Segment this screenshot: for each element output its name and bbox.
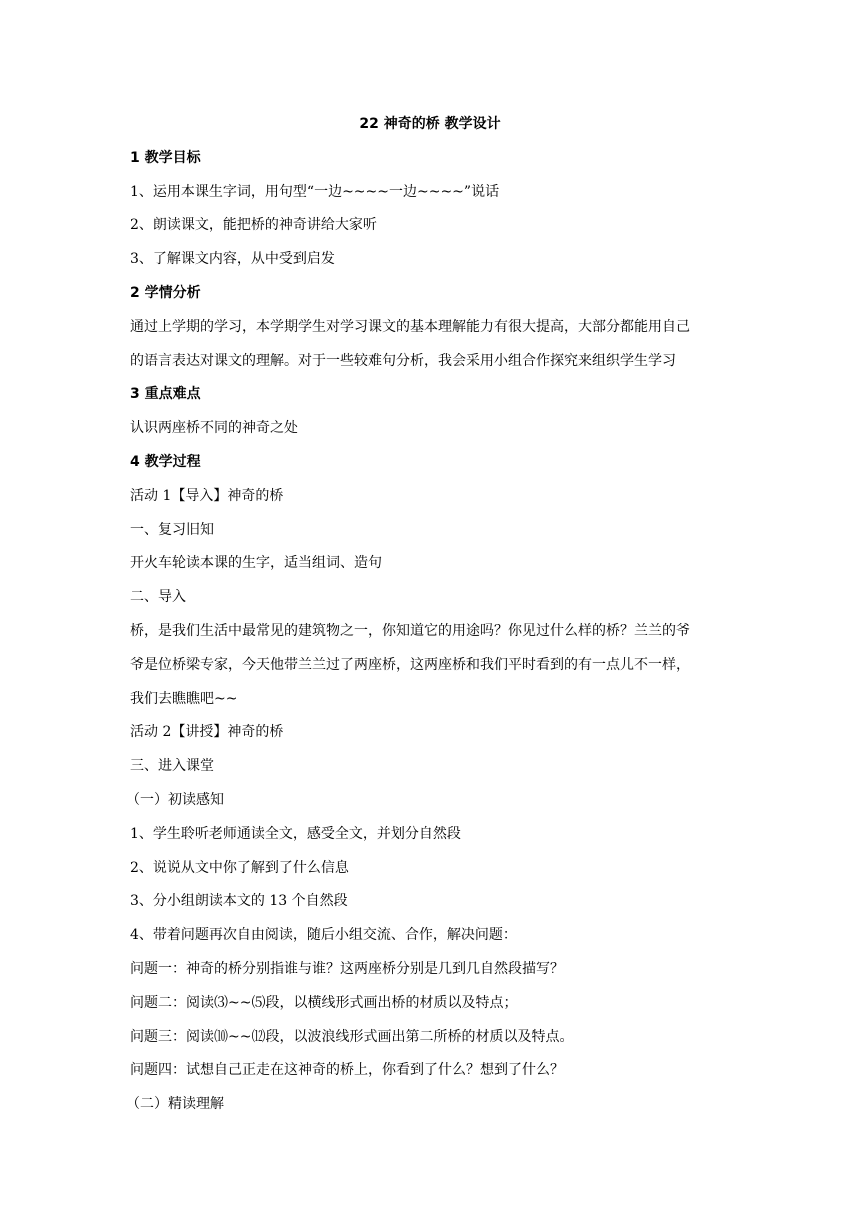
paragraph-line: （一）初读感知 [126,791,224,808]
paragraph-line: 2、朗读课文，能把桥的神奇讲给大家听 [130,217,377,234]
paragraph-line: 开火车轮读本课的生字，适当组词、造句 [130,555,382,572]
paragraph-line: 1、运用本课生字词，用句型“一边~~~~一边~~~~”说话 [130,183,500,200]
section-heading: 1 教学目标 [130,149,201,166]
paragraph-line: 一、复习旧知 [130,521,214,538]
paragraph-line: 活动 1【导入】神奇的桥 [130,487,284,504]
paragraph-line: 爷是位桥梁专家，今天他带兰兰过了两座桥，这两座桥和我们平时看到的有一点儿不一样， [130,656,690,673]
paragraph-line: 4、带着问题再次自由阅读，随后小组交流、合作，解决问题： [130,927,517,944]
paragraph-line: 问题二：阅读⑶~~⑸段，以横线形式画出桥的材质以及特点； [130,994,518,1011]
document-lines [126,142,730,1122]
paragraph-line: 桥，是我们生活中最常见的建筑物之一，你知道它的用途吗？你见过什么样的桥？兰兰的爷 [130,622,690,639]
document-body [126,108,730,1122]
paragraph-line: 的语言表达对课文的理解。对于一些较难句分析，我会采用小组合作探究来组织学生学习 [130,352,676,369]
paragraph-line: 问题四：试想自己正走在这神奇的桥上，你看到了什么？想到了什么？ [130,1062,564,1079]
paragraph-line: （二）精读理解 [126,1096,224,1113]
document-title: 22 神奇的桥 教学设计 [359,116,501,132]
section-heading: 4 教学过程 [130,453,201,470]
paragraph-line: 3、了解课文内容，从中受到启发 [130,251,335,268]
paragraph-line: 认识两座桥不同的神奇之处 [130,420,298,437]
section-heading: 3 重点难点 [130,386,201,403]
paragraph-line: 问题一：神奇的桥分别指谁与谁？这两座桥分别是几到几自然段描写？ [130,960,564,977]
paragraph-line: 1、学生聆听老师通读全文，感受全文，并划分自然段 [130,825,461,842]
paragraph-line: 我们去瞧瞧吧~~ [130,690,238,707]
paragraph-line: 通过上学期的学习，本学期学生对学习课文的基本理解能力有很大提高，大部分都能用自己 [130,318,690,335]
paragraph-line: 二、导入 [130,589,186,606]
paragraph-line: 三、进入课堂 [130,758,214,775]
paragraph-line: 活动 2【讲授】神奇的桥 [130,724,284,741]
paragraph-line: 问题三：阅读⑽~~⑿段，以波浪线形式画出第二所桥的材质以及特点。 [130,1028,574,1045]
section-heading: 2 学情分析 [130,284,201,301]
paragraph-line: 2、说说从文中你了解到了什么信息 [130,859,349,876]
paragraph-line: 3、分小组朗读本文的 13 个自然段 [130,893,348,910]
